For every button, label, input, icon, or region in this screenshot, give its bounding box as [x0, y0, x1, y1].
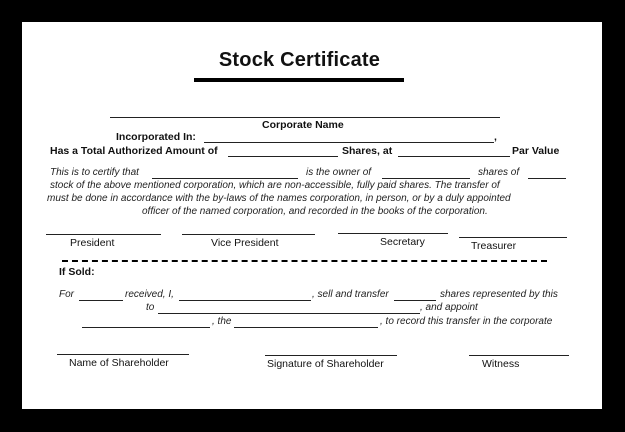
- secretary-label: Secretary: [380, 236, 425, 248]
- attorney-field[interactable]: [234, 327, 378, 328]
- incorporated-in-field[interactable]: [204, 142, 494, 143]
- sale-the-text: , the: [212, 316, 232, 327]
- vice-president-label: Vice President: [211, 237, 279, 249]
- vice-president-signature-line[interactable]: [182, 234, 315, 235]
- if-sold-heading: If Sold:: [59, 266, 95, 278]
- sale-consideration-field[interactable]: [79, 300, 123, 301]
- certificate-body-line-3: must be done in accordance with the by-laws of the names corporation, in person, or by a duly appointed: [47, 193, 511, 204]
- sale-to-text: to: [146, 302, 155, 313]
- stock-certificate: [22, 22, 602, 409]
- certificate-title: Stock Certificate: [218, 49, 381, 71]
- par-value-field[interactable]: [398, 156, 510, 157]
- incorporated-in-label: Incorporated In:: [116, 131, 196, 143]
- treasurer-signature-line[interactable]: [459, 237, 567, 238]
- sale-for-text: For: [59, 289, 74, 300]
- sale-appoint-text: , and appoint: [420, 302, 478, 313]
- treasurer-label: Treasurer: [471, 240, 517, 252]
- corporate-name-field[interactable]: [110, 117, 500, 118]
- stock-class-field[interactable]: [528, 178, 566, 179]
- sale-received-text: received, I,: [125, 289, 174, 300]
- transferee-field[interactable]: [158, 313, 420, 314]
- incorporated-in-comma: ,: [494, 131, 497, 143]
- sale-sell-transfer-text: , sell and transfer: [312, 289, 389, 300]
- president-signature-line[interactable]: [46, 234, 161, 235]
- shares-of-text: shares of: [478, 167, 520, 178]
- shareholder-signature-label: Signature of Shareholder: [267, 358, 384, 370]
- secretary-signature-line[interactable]: [338, 233, 448, 234]
- transfer-shares-field[interactable]: [394, 300, 436, 301]
- witness-signature-line[interactable]: [469, 355, 569, 356]
- shareholder-signature-line[interactable]: [265, 355, 397, 356]
- certify-text: This is to certify that: [50, 167, 139, 178]
- seller-name-field[interactable]: [179, 300, 311, 301]
- corporate-name-label: Corporate Name: [262, 119, 344, 131]
- shares-at-label: Shares, at: [342, 145, 393, 157]
- cut-line-divider: [62, 260, 547, 262]
- shares-count-field[interactable]: [382, 178, 470, 179]
- owner-name-field[interactable]: [152, 178, 298, 179]
- appointee-field[interactable]: [82, 327, 210, 328]
- owner-of-text: is the owner of: [306, 167, 372, 178]
- certificate-body-line-2: stock of the above mentioned corporation, which are non-accessible, fully paid shares. The transfer of: [50, 180, 500, 191]
- authorized-amount-label: Has a Total Authorized Amount of: [50, 145, 218, 157]
- certificate-body-line-4: officer of the named corporation, and recorded in the books of the corporation.: [142, 206, 488, 217]
- sale-represented-text: shares represented by this: [440, 289, 558, 300]
- par-value-label: Par Value: [512, 145, 560, 157]
- title-underline: [194, 78, 404, 82]
- authorized-amount-field[interactable]: [228, 156, 338, 157]
- president-label: President: [70, 237, 115, 249]
- shareholder-name-label: Name of Shareholder: [69, 357, 169, 369]
- shareholder-name-line[interactable]: [57, 354, 189, 355]
- witness-label: Witness: [482, 358, 520, 370]
- sale-record-text: , to record this transfer in the corporate: [380, 316, 553, 327]
